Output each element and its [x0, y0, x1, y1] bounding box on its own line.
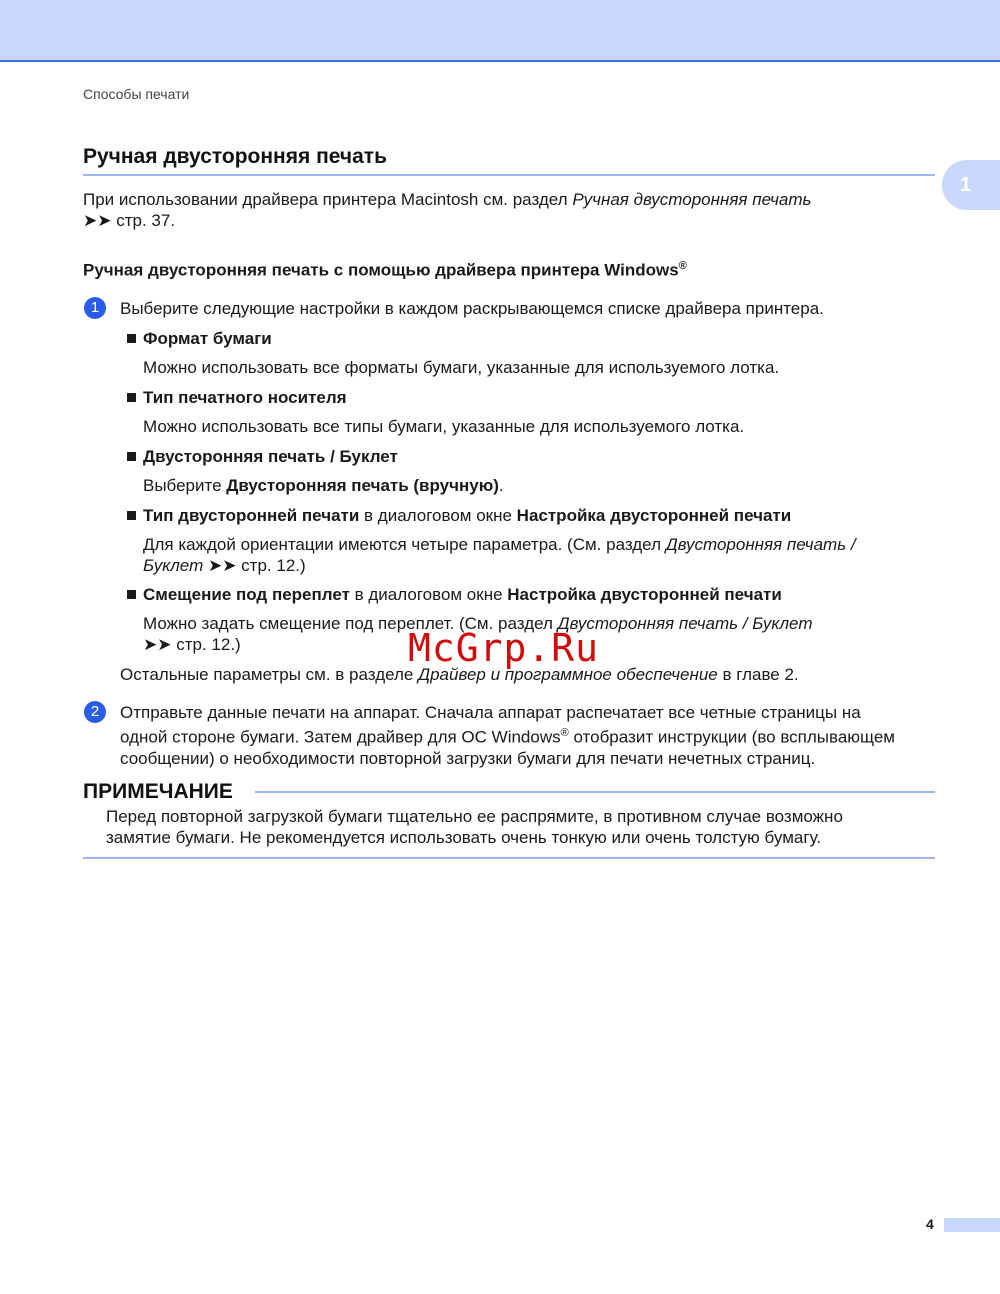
rest-chapter: в главе 2. — [717, 665, 799, 684]
label-mid: в диалоговом окне — [359, 506, 517, 525]
desc-punct: . — [498, 476, 504, 495]
item-duplex-desc — [143, 475, 504, 496]
intro-text: При использовании драйвера принтера Macintosh см. раздел — [83, 190, 573, 209]
note-divider-bottom — [83, 857, 935, 859]
desc-page: стр. 12.) — [236, 556, 306, 575]
item-duplex-type-desc — [143, 534, 923, 576]
intro-paragraph — [83, 189, 903, 231]
watermark: McGrp.Ru — [408, 626, 600, 670]
rest-text: Остальные параметры см. в разделе — [120, 665, 419, 684]
item-binding-offset-label — [143, 584, 782, 605]
item-media-type-desc: Можно использовать все типы бумаги, указанные для используемого лотка. — [143, 417, 745, 436]
note-divider-top — [255, 791, 935, 793]
desc-text: Выберите — [143, 476, 227, 495]
dialog-name: Настройка двусторонней печати — [516, 506, 792, 525]
note-line: Перед повторной загрузкой бумаги тщательно ее распрямите, в противном случае возможно — [106, 807, 843, 826]
label-text: Смещение под переплет — [143, 585, 350, 604]
registered-mark: ® — [678, 260, 687, 272]
breadcrumb: Способы печати — [83, 86, 190, 102]
desc-text: Можно задать смещение под переплет. (См. раздел — [143, 614, 558, 633]
note-text — [106, 806, 936, 848]
step-1-text: Выберите следующие настройки в каждом раскрывающемся списке драйвера принтера. — [120, 299, 824, 318]
desc-reference-cont: Буклет — [143, 556, 204, 575]
subheading — [83, 260, 687, 281]
desc-option: Двусторонняя печать (вручную) — [226, 476, 499, 495]
step-2-line: сообщении) о необходимости повторной загрузки бумаги для печати нечетных страниц. — [120, 748, 816, 768]
item-media-type-label: Тип печатного носителя — [143, 388, 347, 407]
step-2-text — [120, 702, 950, 769]
bullet-icon — [127, 511, 136, 520]
page-tab — [944, 1218, 1000, 1232]
bullet-icon — [127, 334, 136, 343]
chapter-number: 1 — [960, 173, 972, 196]
page-ref-arrows: ➤➤ — [83, 211, 112, 230]
page-ref-arrows: ➤➤ — [203, 556, 237, 575]
desc-reference: Двусторонняя печать / Буклет — [557, 614, 813, 633]
subheading-text: Ручная двусторонняя печать с помощью драйвера принтера Windows — [83, 260, 679, 280]
desc-text: Для каждой ориентации имеются четыре параметра. (См. раздел — [143, 535, 666, 554]
desc-reference: Двусторонняя печать / — [665, 535, 856, 554]
intro-reference: Ручная двусторонняя печать — [572, 190, 812, 209]
step-1-badge: 1 — [84, 297, 106, 319]
intro-page: стр. 37. — [111, 211, 176, 230]
label-text: Тип двусторонней печати — [143, 506, 360, 525]
desc-page: стр. 12.) — [171, 635, 241, 654]
bullet-icon — [127, 393, 136, 402]
bullet-icon — [127, 452, 136, 461]
dialog-name: Настройка двусторонней печати — [507, 585, 782, 604]
item-paper-size-desc: Можно использовать все форматы бумаги, указанные для используемого лотка. — [143, 358, 780, 377]
step-2-line: Отправьте данные печати на аппарат. Сначала аппарат распечатает все четные страницы на — [120, 703, 861, 722]
header-band — [0, 0, 1000, 62]
bullet-icon — [127, 590, 136, 599]
step-2-line: одной стороне бумаги. Затем драйвер для ОС Windows — [120, 727, 561, 747]
label-mid: в диалоговом окне — [349, 585, 508, 604]
registered-mark: ® — [560, 727, 569, 739]
chapter-tab — [942, 160, 1000, 210]
note-title: ПРИМЕЧАНИЕ — [83, 780, 233, 803]
page-ref-arrows: ➤➤ — [143, 635, 172, 654]
step-2-badge: 2 — [84, 701, 106, 723]
item-duplex-type-label — [143, 505, 791, 526]
step-2-line: отобразит инструкции (во всплывающем — [568, 727, 895, 747]
section-title: Ручная двусторонняя печать — [83, 145, 387, 168]
page-number: 4 — [926, 1216, 934, 1232]
note-line: замятие бумаги. Не рекомендуется использовать очень тонкую или очень толстую бумагу. — [106, 828, 822, 847]
section-divider — [83, 174, 935, 176]
item-duplex-label: Двусторонняя печать / Буклет — [143, 447, 398, 466]
item-paper-size-label: Формат бумаги — [143, 329, 272, 348]
rest-reference: Драйвер и программное обеспечение — [418, 665, 718, 684]
